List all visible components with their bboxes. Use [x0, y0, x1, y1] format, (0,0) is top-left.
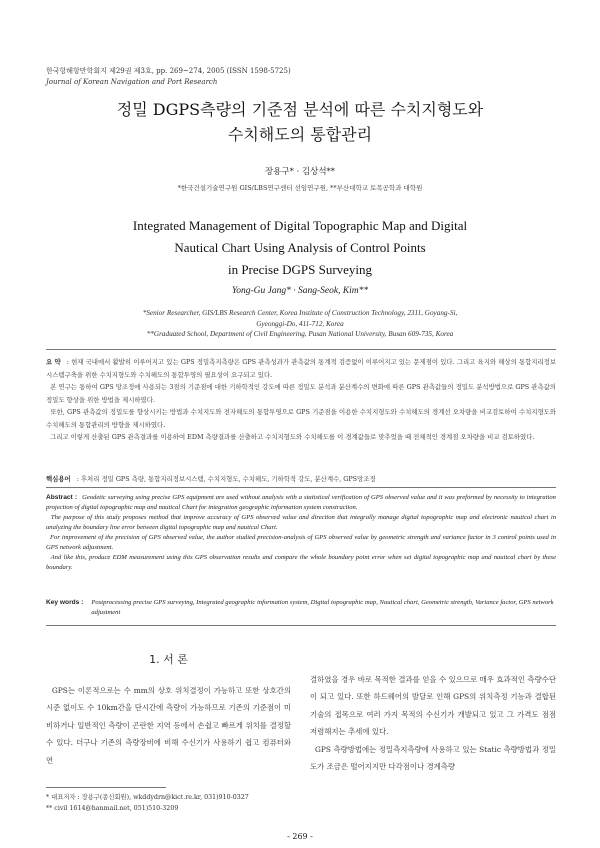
title-korean-line1: 정밀 DGPS측량의 기준점 분석에 따른 수치지형도와 [116, 100, 484, 119]
keywords-english-label: Key words : [46, 599, 84, 606]
footnote-rule [46, 787, 166, 788]
body-left-column [46, 682, 291, 769]
affiliation-english-line2: Gyeonggi-Do, 411-712, Korea [256, 319, 344, 328]
journal-header [46, 66, 291, 88]
body-left-text: GPS는 이론적으로는 수 mm의 상호 위치결정이 가능하고 또한 상호간의 시준 없이도 수 10km간을 단시간에 측량이 가능하므로 기존의 기준점이 미비하거나 일반적인 측량이 곤란한 지역 등에서 손쉽고 빠르게 위치를 결정할 수 있다. 더구나 기존의 측량장비에 비해 수신기가 사용하기 쉽고 컴퓨터와 연 [46, 686, 291, 765]
body-right-p2: GPS 측량방법에는 정밀측지측량에 사용하고 있는 Static 측량방법과 정밀도가 조금은 떨어지지만 다각점이나 경계측량 [310, 744, 556, 772]
footnote-2: ** civil 1614@hanmail.net, 051)510-3209 [46, 805, 179, 812]
affiliation-english [60, 308, 540, 340]
footnote-1: * 대표저자 : 장용구(종신회원), wkddydrn@kict.re.kr, 031)910-0327 [46, 794, 249, 801]
journal-citation: 한국항해항만학회지 제29권 제3호, pp. 269~274, 2005 (ISSN 1598-5725) [46, 67, 291, 75]
abstract-korean-p3: 또한, GPS 관측값의 정밀도를 향상시키는 방법과 수치지도와 전자해도의 통합투영으로 GPS 기준점을 이용한 수치지형도와 수치해도의 경계선 오차량을 비교검토하여 수치지형도와 수치해도의 통합관리의 방향을 제시하였다. [46, 408, 556, 429]
divider-middle [46, 487, 556, 488]
section-heading: 1. 서 론 [149, 653, 188, 666]
journal-name-en: Journal of Korean Navigation and Port Research [46, 78, 218, 86]
title-english [0, 215, 600, 281]
keywords-english [46, 598, 556, 618]
divider-top [46, 349, 556, 350]
keywords-english-value: Postprocessing precise GPS surveying, Integrated geographic information system, Digital topographic map, Nautical chart, Geometric strength, Variance factor, GPS network adjustment [91, 599, 554, 616]
abstract-korean-label: 요 약 [46, 358, 61, 366]
divider-bottom [46, 625, 556, 626]
authors-korean: 장용구* · 김상석** [264, 167, 336, 177]
footnotes [46, 792, 291, 814]
abstract-english-p2: The purpose of this study proposes method that improve accuracy of GPS observed value and direction that integrally manage digital topographic map and electronic nautical chart in analyzing the boundary line error between digital topographic map and nautical Chart. [46, 514, 557, 531]
keywords-korean-value: : 후처리 정밀 GPS 측량, 통합지리정보시스템, 수치지형도, 수치해도, 기하학적 강도, 분산계수, GPS망조정 [76, 475, 376, 483]
abstract-english-label: Abstract : [46, 494, 78, 501]
body-right-column [310, 671, 556, 775]
affiliation-english-line3: **Graduated School, Department of Civil Engineering, Pusan National University, Busan 609-735, Korea [146, 330, 454, 338]
title-korean [0, 97, 600, 147]
affiliation-english-line1: *Senior Researcher, GIS/LBS Research Center, Korea Institute of Construction Technology, 2311, Goyang-Si, [142, 309, 458, 317]
abstract-korean-p4: 그리고 이렇게 산출된 GPS 관측결과를 이용하여 EDM 측량결과를 산출하고 수치지형도와 수치해도를 이 경계값들로 맞추었을 때 전체적인 경계점 오차량을 비교 검토하였다. [50, 433, 535, 441]
keywords-korean-label: 핵심용어 [46, 475, 71, 483]
affiliation-korean: *한국건설기술연구원 GIS/LBS연구센터 선임연구원, **부산대학교 토목공학과 대학원 [177, 184, 423, 192]
title-english-line3: in Precise DGPS Surveying [227, 262, 373, 277]
abstract-english-p3: For improvement of the precision of GPS observed value, the author studied precision-analysis of GPS observed value by geometric strength and variance factor in 3 control points used in GPS network adjustment. [46, 534, 556, 551]
page-number: - 269 - [287, 832, 313, 841]
title-english-line2: Nautical Chart Using Analysis of Control Points [174, 240, 426, 255]
abstract-english [46, 493, 556, 573]
abstract-korean [46, 356, 556, 444]
abstract-korean-p2: 본 연구는 통하여 GPS 망조정에 사용되는 3점의 기준점에 대한 기하학적인 강도에 따른 정밀도 분석과 분산계수의 변화에 따른 GPS 관측값들의 정밀도 분석방법으로 GPS 관측값의 정밀도 향상을 위한 방법을 제시하였다. [46, 383, 556, 404]
title-english-line1: Integrated Management of Digital Topographic Map and Digital [132, 218, 468, 233]
body-right-p1: 결하였을 경우 바로 목적한 결과를 얻을 수 있으므로 매우 효과적인 측량수단이 되고 있다. 또한 하드웨어의 발달로 인해 GPS의 위치측정 기능과 결합된 기술의 접목으로 여러 가지 목적의 수신기가 개발되고 있고 그 가격도 점점 저렴해지는 추세에 있다. [310, 675, 556, 737]
abstract-english-p4: And like this, produce EDM measurement using this GPS observation results and compare the whole boundary point error when set digital topographic map and nautical chart by these boundary. [46, 554, 556, 571]
abstract-korean-p1: : 현재 국내에서 활발히 이루어지고 있는 GPS 정밀측지측량은 GPS 관측성과가 관측값의 통계적 검증없이 이루어지고 있는 문제점이 있다. 그리고 육지와 해상의 통합지리정보시스템구축을 위한 수치지형도와 수치해도의 통합투영의 필요성이 요구되고 있다. [46, 358, 556, 379]
keywords-korean [46, 474, 556, 483]
title-korean-line2: 수치해도의 통합관리 [227, 125, 373, 144]
abstract-english-p1: Geodetic surveying using precise GPS equipment are used without analysis with a statistical verification of GPS observed value and it was preformed by necessity to integration projection of digital topographic map and nautical Chart for integration geographic information system construction. [46, 494, 556, 511]
authors-english: Yong-Gu Jang* · Sang-Seok, Kim** [231, 286, 369, 296]
